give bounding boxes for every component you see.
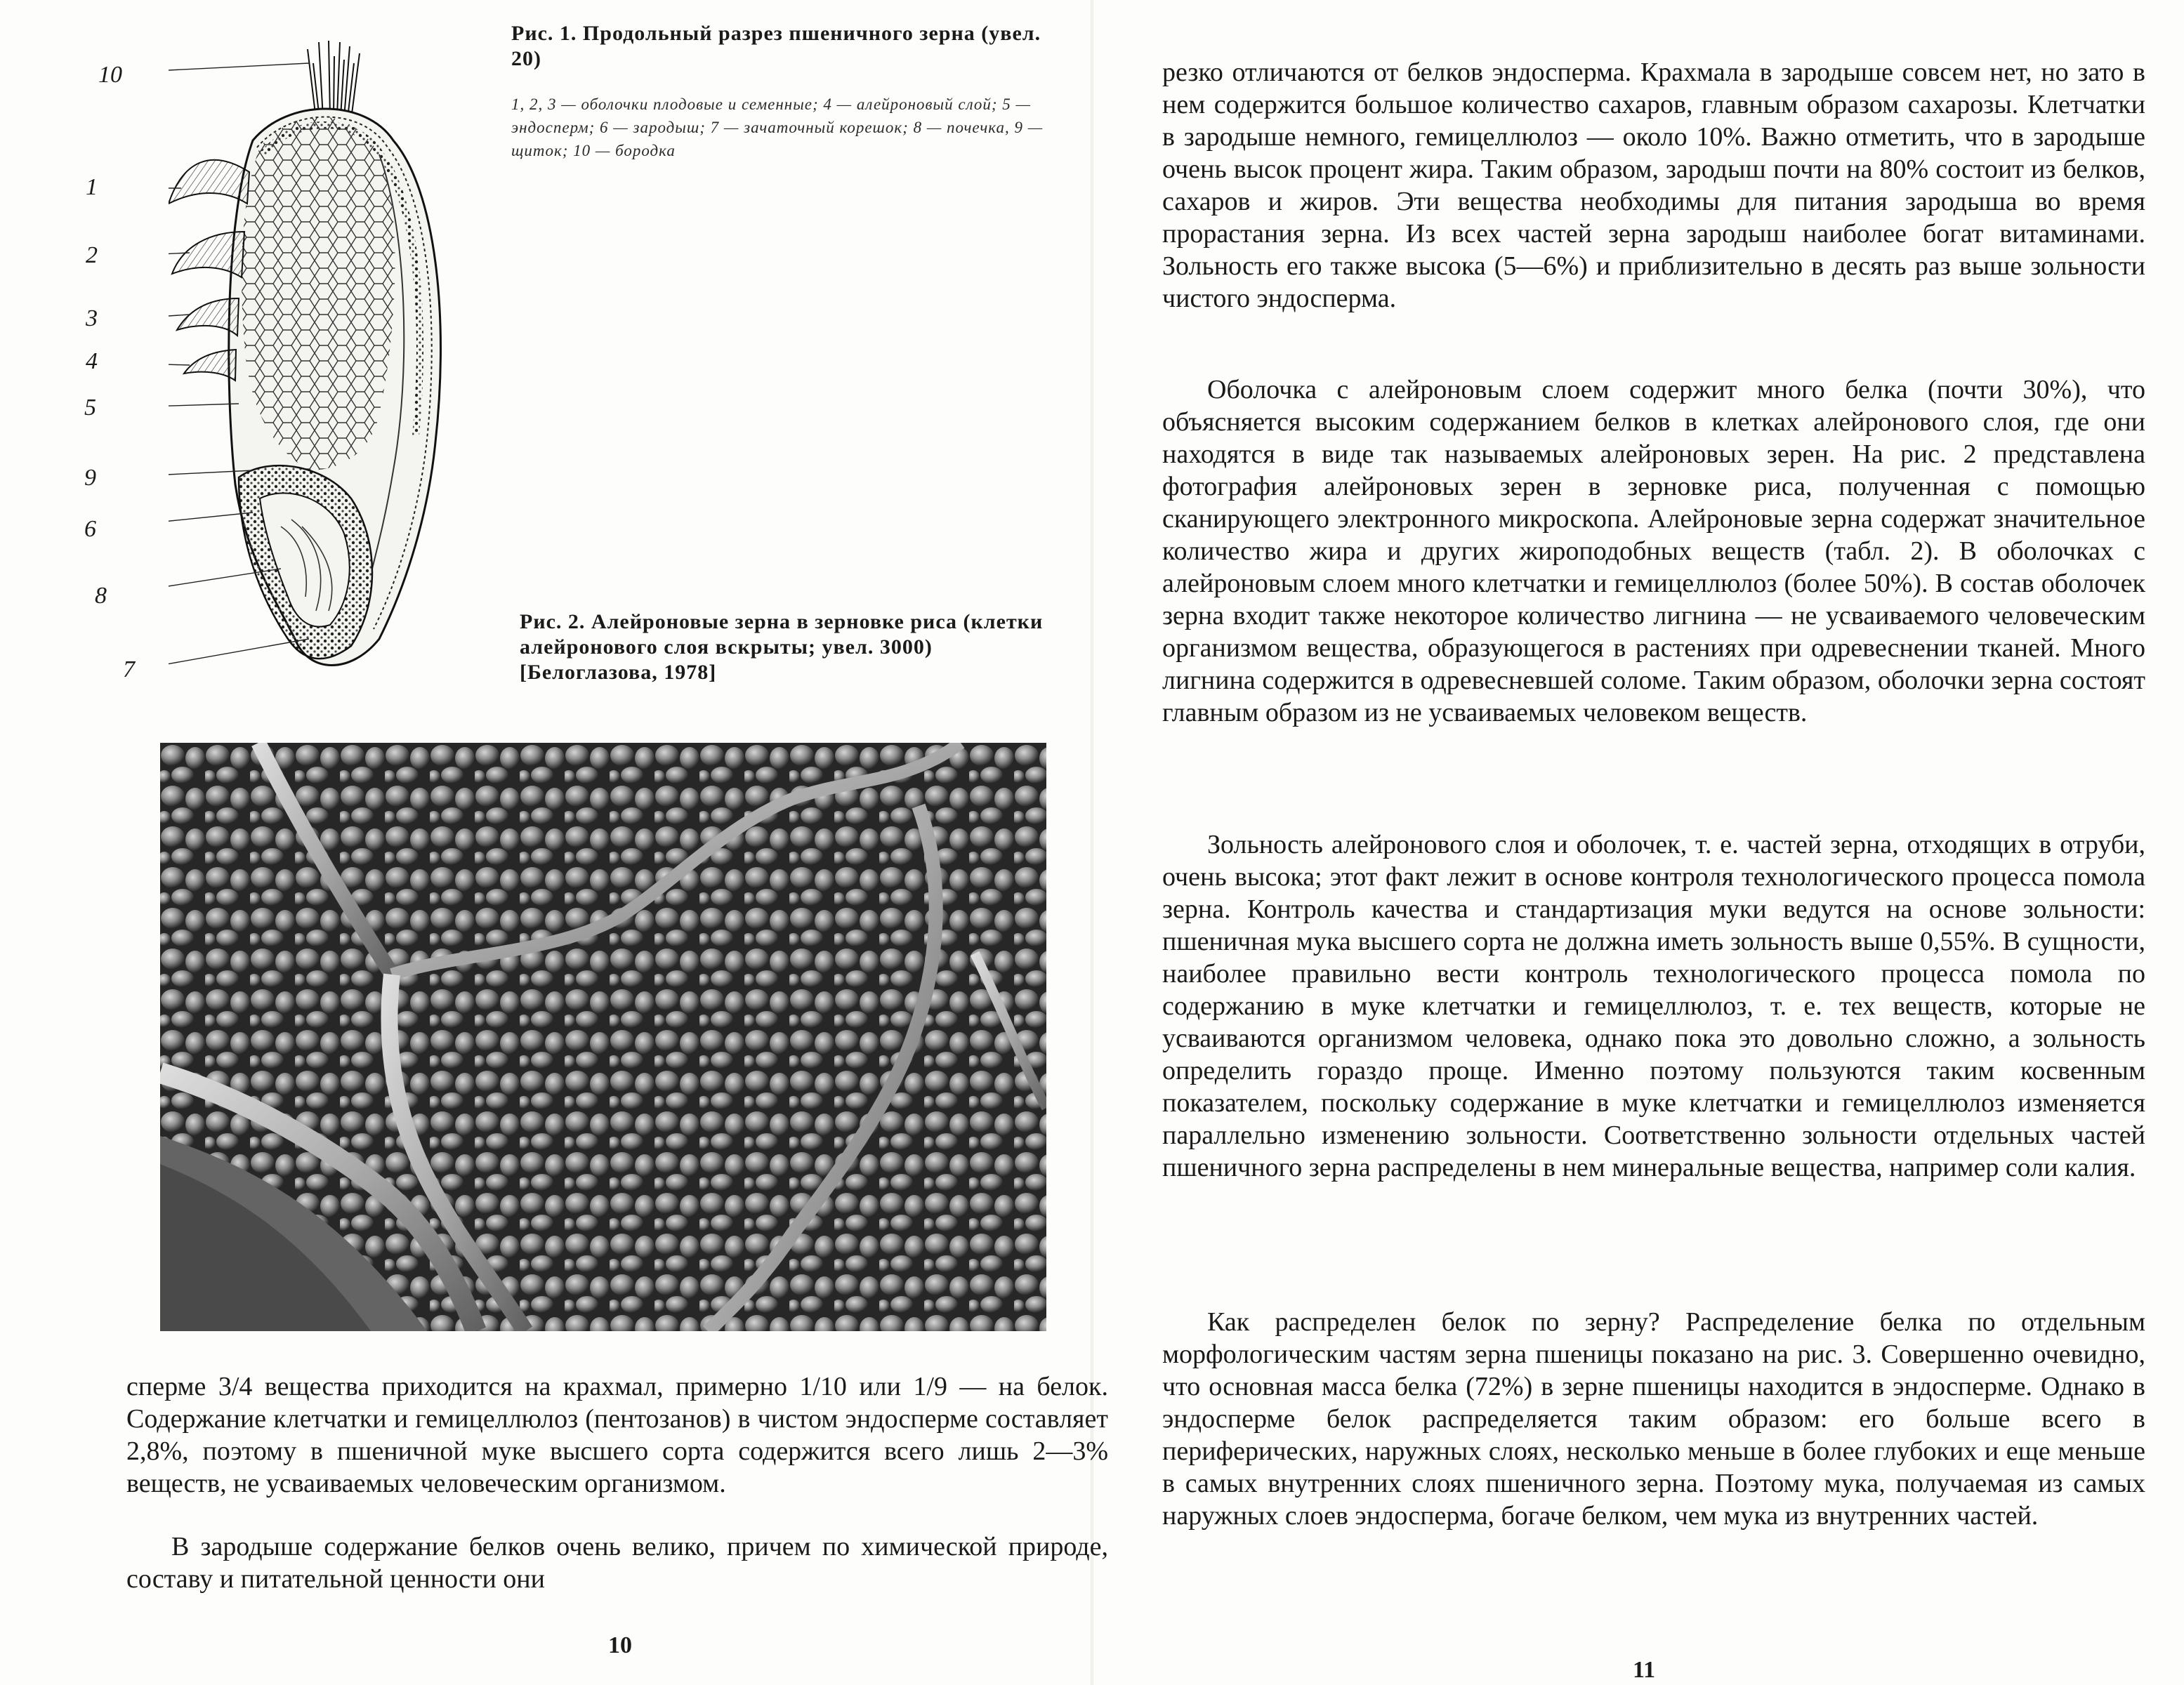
- right-paragraph-3: Зольность алейронового слоя и оболочек, т. е. частей зерна, отходящих в отруби, очень высока; этот факт лежит в основе контроля технологического процесса помола зерна. Контроль качества и стандартизация муки ведутся на основе зольности: пшеничная мука высшего сорта не должна иметь зольность выше 0,55%. В сущности, наиболее правильно вести контроль технологического процесса помола по содержанию в муке клетчатки и гемицеллюлоз, т. е. тех веществ, которые не усваиваются организмом человека, однако пока это довольно сложно, а зольность определить гораздо проще. Именно поэтому пользуются таким косвенным показателем, поскольку содержание в муке клетчатки и гемицеллюлоз изменяется параллельно изменению зольности. Соответственно зольности отдельных частей пшеничного зерна распределены в нем минеральные вещества, например соли калия.: [1162, 830, 2145, 1182]
- figure1-label-10: 10: [98, 62, 122, 88]
- aleurone-grains-photo: [160, 743, 1046, 1331]
- page-number-left: 10: [608, 1632, 632, 1658]
- figure1-label-7: 7: [123, 656, 135, 682]
- right-page: [1092, 0, 2184, 1685]
- figure1-label-1: 1: [86, 174, 98, 200]
- page-number-right: 11: [1633, 1657, 1656, 1683]
- figure1-label-3: 3: [86, 305, 98, 331]
- right-paragraph-2: Оболочка с алейроновым слоем содержит много белка (почти 30%), что объясняется высоким содержанием белков в клетках алейронового слоя, где они находятся в виде так называемых алейроновых зерен. На рис. 2 представлена фотография алейроновых зерен в зерновке риса, полученная с помощью сканирующего электронного микроскопа. Алейроновые зерна содержат значительное количество жира и других жироподобных веществ (табл. 2). В оболочках с алейроновым слоем много клетчатки и гемицеллюлоз (более 50%). В состав оболочек зерна входит также некоторое количество лигнина — не усваиваемого человеческим организмом вещества, образующегося в растениях при одревеснении тканей. Много лигнина содержится в одревесневшей соломе. Таким образом, оболочки зерна состоят главным образом из не усваиваемых человеком веществ.: [1162, 375, 2145, 727]
- left-paragraph-1: сперме 3/4 вещества приходится на крахмал, примерно 1/10 или 1/9 — на белок. Содержание клетчатки и гемицеллюлоз (пентозанов) в чистом эндосперме составляет 2,8%, поэтому в пшеничной муке высшего сорта содержится всего лишь 2—3% веществ, не усваиваемых человеческим организмом.: [126, 1372, 1108, 1498]
- figure1-label-9: 9: [84, 465, 96, 491]
- figure-2-sem-photo: [160, 743, 1046, 1331]
- figure1-label-8: 8: [95, 583, 107, 609]
- figure2-caption: Рис. 2. Алейроновые зерна в зерновке риса (клетки алейронового слоя вскрыты; увел. 3000) [Белоглазова, 1978]: [520, 610, 1044, 684]
- figure1-label-4: 4: [86, 348, 98, 374]
- figure1-caption-title: Рис. 1. Продольный разрез пшеничного зерна (увел. 20): [511, 22, 1041, 70]
- right-paragraph-4: Как распределен белок по зерну? Распределение белка по отдельным морфологическим частям зерна пшеницы показано на рис. 3. Совершенно очевидно, что основная масса белка (72%) в зерне пшеницы находится в эндосперме. Однако в эндосперме белок распределяется таким образом: его больше всего в периферических, наружных слоях, несколько меньше в более глубоких и еще меньше в самых внутренних слоях пшеничного зерна. Поэтому мука, получаемая из самых наружных слоев эндосперма, богаче белком, чем мука из внутренних частей.: [1162, 1307, 2145, 1531]
- figure1-label-6: 6: [84, 516, 96, 542]
- figure1-label-2: 2: [86, 242, 98, 268]
- figure-1: [84, 21, 520, 688]
- figure1-legend: 1, 2, 3 — оболочки плодовые и семенные; 4 — алейроновый слой; 5 — эндосперм; 6 — зародыш; 7 — зачаточный корешок; 8 — почечка, 9 — щиток; 10 — бородка: [511, 95, 1044, 159]
- left-paragraph-2: В зародыше содержание белков очень велико, причем по химической природе, составу и питательной ценности они: [126, 1532, 1108, 1594]
- right-paragraph-1: резко отличаются от белков эндосперма. Крахмала в зародыше совсем нет, но зато в нем содержится большое количество сахаров, главным образом сахарозы. Клетчатки в зародыше немного, гемицеллюлоз — около 10%. Важно отметить, что в зародыше очень высок процент жира. Таким образом, зародыш почти на 80% состоит из белков, сахаров и жиров. Эти вещества необходимы для питания зародыша во время прорастания зерна. Из всех частей зерна зародыш наиболее богат витаминами. Зольность его также высока (5—6%) и приблизительно в десять раз выше зольности чистого эндосперма.: [1162, 58, 2145, 313]
- wheat-grain-section-drawing: [169, 21, 520, 688]
- figure1-label-5: 5: [84, 395, 96, 421]
